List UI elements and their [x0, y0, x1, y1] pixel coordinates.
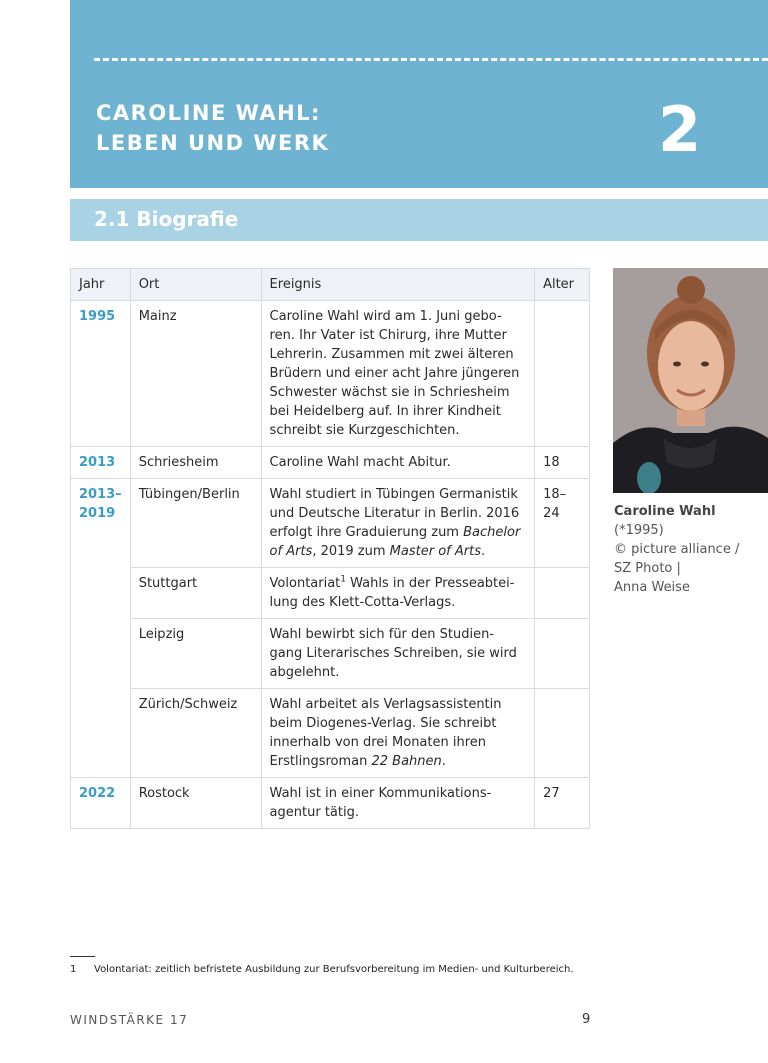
- event-cell: Caroline Wahl macht Abitur.: [261, 447, 535, 479]
- column-header-place: Ort: [130, 269, 261, 301]
- event-cell: Wahl ist in einer Kommunikations- agentur tätig.: [261, 778, 535, 829]
- footnote-marker: 1: [340, 574, 347, 585]
- year-cell: 1995: [71, 301, 131, 447]
- section-bar: [70, 199, 768, 241]
- biography-table: [70, 268, 590, 829]
- chapter-header: [70, 0, 768, 188]
- age-cell: [535, 619, 590, 689]
- section-number: 2.1: [94, 207, 130, 231]
- year-cell: 2022: [71, 778, 131, 829]
- caption-name: Caroline Wahl: [614, 504, 716, 519]
- footnote-number: 1: [70, 964, 77, 975]
- year-cell: 2013– 2019: [71, 479, 131, 778]
- column-header-year: Jahr: [71, 269, 131, 301]
- caption-credit-1: © picture alliance /: [614, 542, 740, 557]
- age-cell: 18: [535, 447, 590, 479]
- age-cell: [535, 301, 590, 447]
- year-cell: 2013: [71, 447, 131, 479]
- footnote-text: Volontariat: zeitlich befristete Ausbildung zur Berufsvorbereitung im Medien- und Kulturbereich.: [94, 964, 574, 975]
- table-row: [71, 301, 590, 447]
- place-cell: Tübingen/Berlin: [130, 479, 261, 568]
- caption-credit-2: SZ Photo |: [614, 561, 681, 576]
- caption-born: (*1995): [614, 523, 664, 538]
- table-row: [71, 778, 590, 829]
- table-row: [71, 568, 590, 619]
- table-header-row: [71, 269, 590, 301]
- column-header-event: Ereignis: [261, 269, 535, 301]
- age-cell: 27: [535, 778, 590, 829]
- table-row: [71, 619, 590, 689]
- event-cell: Volontariat$^1$ Wahls in der Presseabtei- lung des Klett-Cotta-Verlags.: [261, 568, 535, 619]
- age-cell: [535, 568, 590, 619]
- footnote-rule: [70, 956, 95, 957]
- event-cell: Caroline Wahl wird am 1. Juni gebo- ren. Ihr Vater ist Chirurg, ihre Mutter Lehrerin. Zusammen mit zwei älteren Brüdern und einer acht Jahre jüngeren Schwester wächst sie in Schriesheim bei Heidelberg auf. In ihrer Kindheit schreibt sie Kurzgeschichten.: [261, 301, 535, 447]
- chapter-number: 2: [658, 93, 702, 166]
- section-title: [94, 207, 238, 231]
- caption-credit-3: Anna Weise: [614, 580, 690, 595]
- series-title: WINDSTÄRKE 17: [70, 1013, 189, 1027]
- chapter-title-line2: LEBEN UND WERK: [96, 131, 330, 155]
- place-cell: Rostock: [130, 778, 261, 829]
- place-cell: Leipzig: [130, 619, 261, 689]
- dashed-divider: [94, 58, 768, 61]
- table-row: [71, 447, 590, 479]
- age-cell: 18–24: [535, 479, 590, 568]
- age-cell: [535, 689, 590, 778]
- place-cell: Schriesheim: [130, 447, 261, 479]
- page-number: 9: [582, 1012, 591, 1027]
- event-cell: Wahl studiert in Tübingen Germanistik und Deutsche Literatur in Berlin. 2016 erfolgt ihre Graduierung zum Bachelor of Arts, 2019 zum Master of Arts.: [261, 479, 535, 568]
- chapter-title-line1: CAROLINE WAHL:: [96, 101, 321, 125]
- author-photo: [613, 268, 768, 493]
- table-row: [71, 479, 590, 568]
- photo-caption: [614, 502, 739, 597]
- place-cell: Mainz: [130, 301, 261, 447]
- event-cell: Wahl arbeitet als Verlagsassistentin beim Diogenes-Verlag. Sie schreibt innerhalb von drei Monaten ihren Erstlingsroman 22 Bahnen.: [261, 689, 535, 778]
- table-row: [71, 689, 590, 778]
- column-header-age: Alter: [535, 269, 590, 301]
- place-cell: Stuttgart: [130, 568, 261, 619]
- chapter-title: [96, 98, 329, 158]
- place-cell: Zürich/Schweiz: [130, 689, 261, 778]
- event-cell: Wahl bewirbt sich für den Studien- gang Literarisches Schreiben, sie wird abgelehnt.: [261, 619, 535, 689]
- section-label: Biografie: [136, 207, 239, 231]
- footnote: [70, 964, 574, 975]
